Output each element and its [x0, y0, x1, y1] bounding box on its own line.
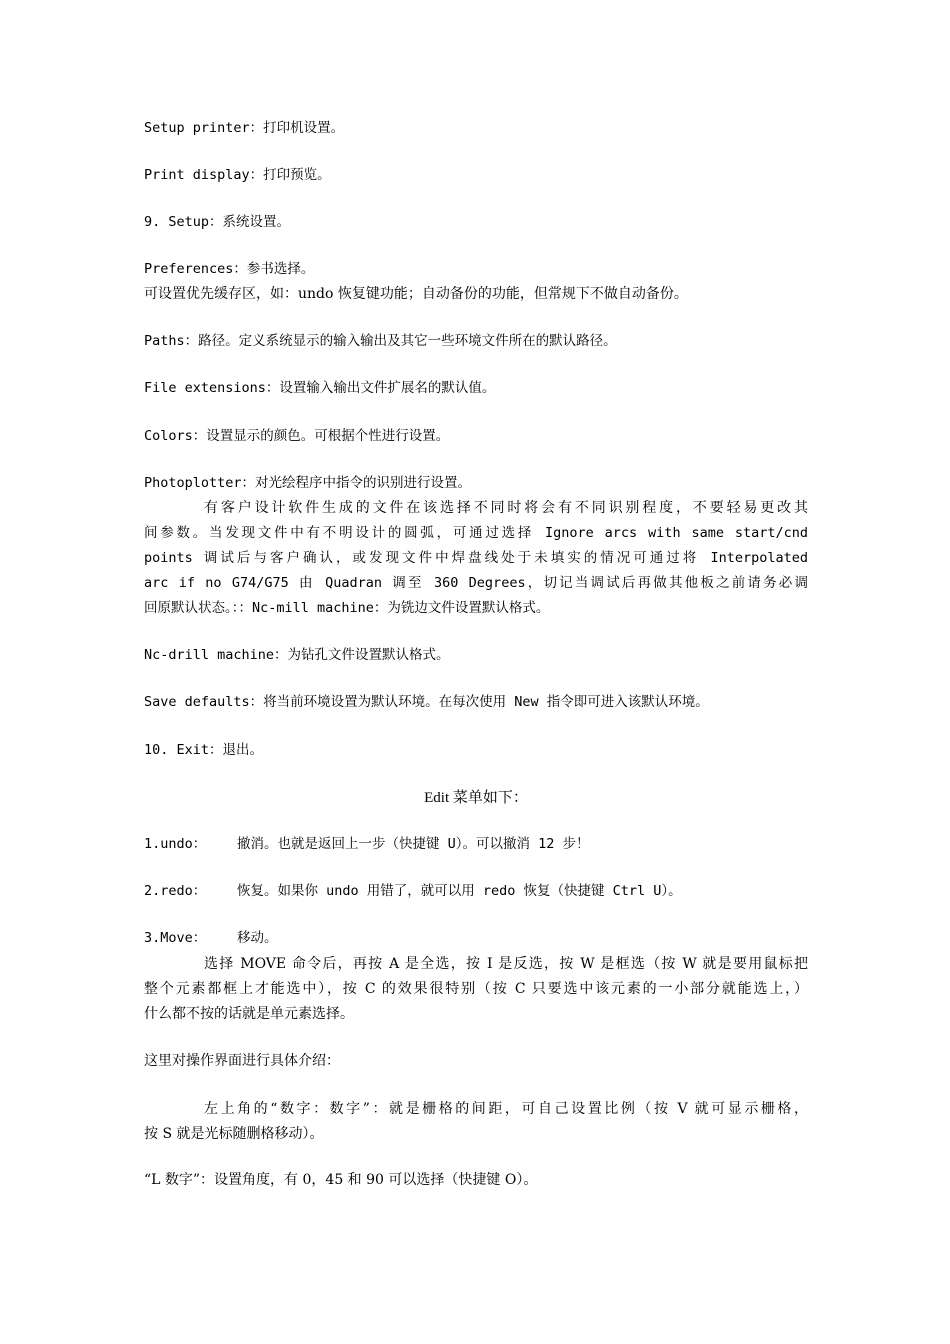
colors-line: Colors：设置显示的颜色。可根据个性进行设置。: [144, 428, 450, 444]
preferences-title: Preferences：参书选择。: [144, 261, 315, 277]
save-defaults-line: Save defaults：将当前环境设置为默认环境。在每次使用 New 指令即可进入该默认环境。: [144, 694, 709, 710]
redo-desc: 恢复。如果你 undo 用错了，就可以用 redo 恢复（快捷键 Ctrl U）。: [237, 883, 682, 899]
preferences-desc: 可设置优先缓存区，如：undo 恢复键功能；自动备份的功能，但常规下不做自动备份。: [144, 286, 688, 302]
undo-label: 1.undo：: [144, 836, 207, 852]
photoplotter-desc-line: 有客户设计软件生成的文件在该选择不同时将会有不同识别程度，不要轻易更改其: [204, 500, 808, 516]
grid-desc-line: 左上角的“数字：数字”：就是栅格的间距，可自己设置比例（按 V 就可显示栅格，: [204, 1101, 808, 1117]
photoplotter-desc-line: 间参数。当发现文件中有不明设计的圆弧，可通过选择 Ignore arcs with same start/cnd: [144, 525, 808, 541]
move-item: [144, 928, 808, 948]
move-detail-line: 什么都不按的话就是单元素选择。: [144, 1006, 354, 1022]
exit-heading: 10. Exit：退出。: [144, 742, 264, 758]
photoplotter-title: Photoplotter：对光绘程序中指令的识别进行设置。: [144, 475, 472, 491]
file-extensions-line: File extensions：设置输入输出文件扩展名的默认值。: [144, 380, 496, 396]
redo-item: [144, 881, 808, 901]
move-detail-line: 选择 MOVE 命令后，再按 A 是全选，按 I 是反选，按 W 是框选（按 W 就是要用鼠标把: [204, 956, 808, 972]
nc-drill-line: Nc-drill machine：为钻孔文件设置默认格式。: [144, 647, 450, 663]
undo-desc: 撤消。也就是返回上一步（快捷键 U）。可以撤消 12 步！: [237, 836, 590, 852]
move-label: 3.Move：: [144, 930, 207, 946]
setup-heading: 9. Setup：系统设置。: [144, 214, 291, 230]
undo-item: [144, 834, 808, 854]
move-desc: 移动。: [237, 930, 278, 946]
paths-line: Paths：路径。定义系统显示的输入输出及其它一些环境文件所在的默认路径。: [144, 333, 617, 349]
redo-label: 2.redo：: [144, 883, 207, 899]
angle-desc: “L 数字”：设置角度，有 0，45 和 90 可以选择（快捷键 O）。: [144, 1172, 538, 1188]
interface-intro: 这里对操作界面进行具体介绍：: [144, 1053, 340, 1069]
setup-printer-line: Setup printer：打印机设置。: [144, 120, 345, 136]
grid-desc-line: 按 S 就是光标随删格移动）。: [144, 1126, 324, 1142]
photoplotter-desc-line: 回原默认状态。：：Nc-mill machine：为铣边文件设置默认格式。: [144, 600, 550, 616]
photoplotter-desc-line: arc if no G74/G75 由 Quadran 调至 360 Degrees，切记当调试后再做其他板之前请务必调: [144, 575, 808, 591]
photoplotter-desc-line: points 调试后与客户确认，或发现文件中焊盘线处于未填实的情况可通过将 Interpolated: [144, 550, 808, 566]
print-display-line: Print display：打印预览。: [144, 167, 331, 183]
edit-menu-title: Edit 菜单如下：: [424, 790, 528, 806]
move-detail-line: 整个元素都框上才能选中），按 C 的效果很特别（按 C 只要选中该元素的一小部分就能选上，）: [144, 981, 808, 997]
